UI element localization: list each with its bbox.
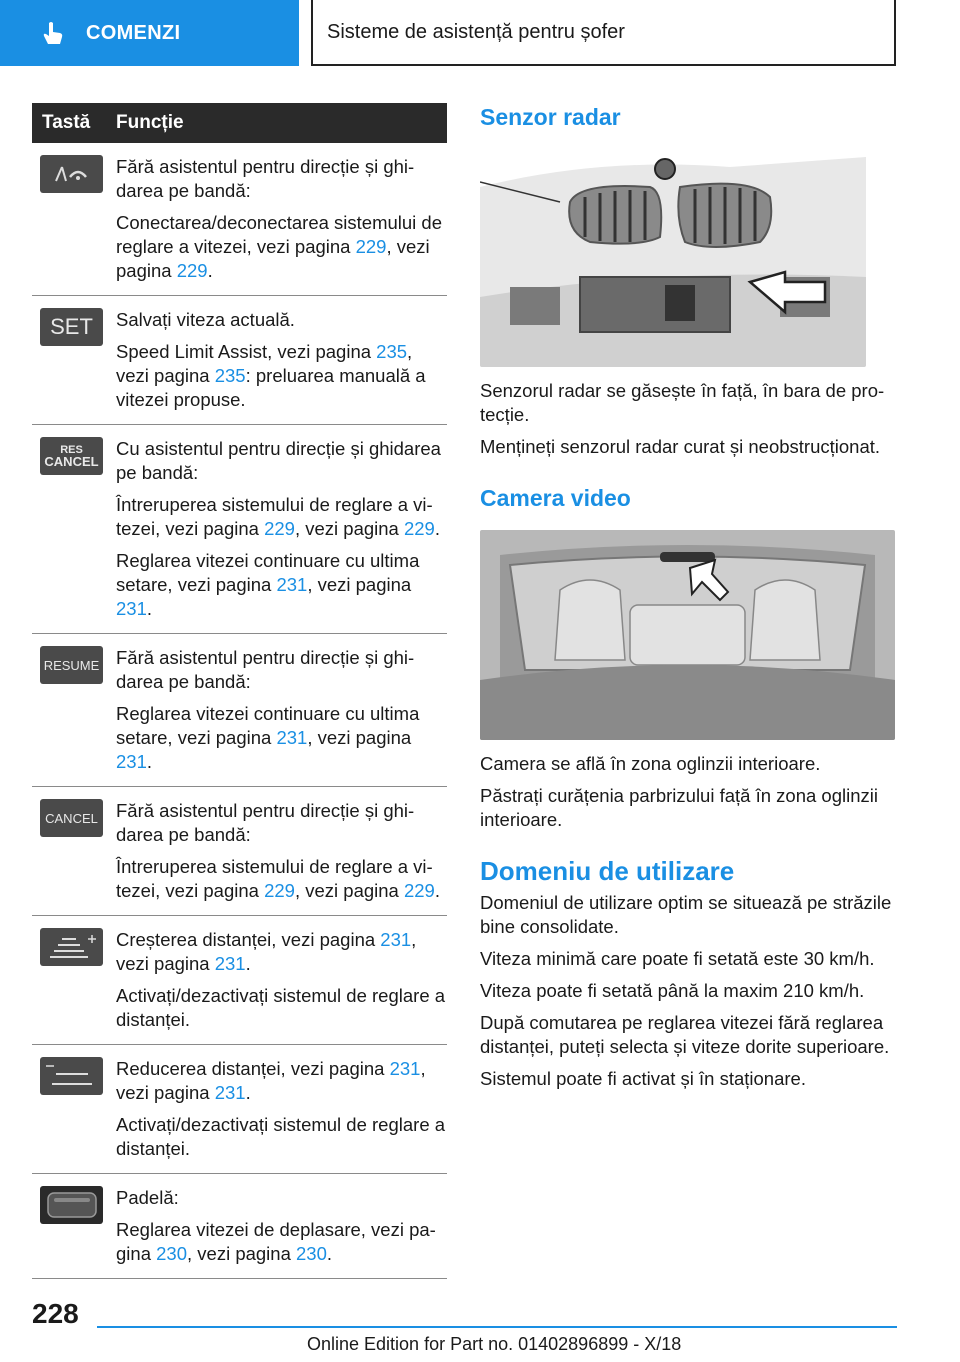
table-header xyxy=(32,103,447,143)
page-number: 228 xyxy=(32,1298,79,1329)
page-link[interactable]: 229 xyxy=(403,880,435,901)
car-front-illustration xyxy=(480,147,866,367)
right-column xyxy=(480,100,900,1099)
usage-heading: Domeniu de utilizare xyxy=(480,856,735,886)
page-link[interactable]: 231 xyxy=(389,1058,421,1079)
page-link[interactable]: 231 xyxy=(276,727,308,748)
page-link[interactable]: 231 xyxy=(214,953,246,974)
page-link[interactable]: 235 xyxy=(376,341,408,362)
page-link[interactable]: 230 xyxy=(296,1243,327,1264)
usage-text-3: Viteza poate fi setată până la maxim 210 km/h. xyxy=(480,980,865,1001)
row-text: Salvați viteza actuală. xyxy=(116,309,295,330)
camera-text-1: Camera se află în zona oglinzii interioare. xyxy=(480,753,821,774)
key-function-table xyxy=(32,103,447,1279)
table-row xyxy=(32,634,447,787)
row-text: Reglarea vitezei continuare cu ultima setare, vezi pagina 231, vezi pagina 231. xyxy=(116,550,420,619)
camera-text-2: Păstrați curățenia parbrizului față în zona oglinzii interioare. xyxy=(480,785,878,830)
camera-image xyxy=(480,530,895,740)
row-text: Reglarea vitezei continuare cu ultima setare, vezi pagina 231, vezi pagina 231. xyxy=(116,703,420,772)
row-text: Speed Limit Assist, vezi pagina 235, vezi pagina 235: preluarea manuală a vitezei propuse. xyxy=(116,341,426,410)
section-label: COMENZI xyxy=(86,21,181,44)
cancel-key: CANCEL xyxy=(40,799,103,837)
page-link[interactable]: 231 xyxy=(276,574,308,595)
set-key: SET xyxy=(40,308,103,346)
row-text: Fără asistentul pentru direcție și ghidarea pe bandă: xyxy=(116,800,415,845)
distance-decrease-icon xyxy=(44,1061,100,1091)
row-text: Reglarea vitezei de deplasare, vezi pagina 230, vezi pagina 230. xyxy=(116,1219,436,1264)
page-link[interactable]: 231 xyxy=(116,598,147,619)
chapter-title: Sisteme de asistență pentru șofer xyxy=(311,0,896,66)
table-row xyxy=(32,1045,447,1174)
hand-pointer-icon xyxy=(40,20,66,46)
table-row xyxy=(32,425,447,634)
row-text: Fără asistentul pentru direcție și ghidarea pe bandă: xyxy=(116,647,415,692)
radar-heading: Senzor radar xyxy=(480,104,621,130)
edition-footer: Online Edition for Part no. 01402896899 - X/18 xyxy=(307,1334,682,1354)
col-key-header: Tastă xyxy=(42,112,91,133)
distance-steering-icon xyxy=(50,161,94,187)
page-link[interactable]: 231 xyxy=(214,1082,246,1103)
page-link[interactable]: 229 xyxy=(355,236,387,257)
page-header xyxy=(0,0,960,66)
col-function-header: Funcție xyxy=(116,112,184,133)
distance-decrease-key xyxy=(40,1057,103,1095)
row-text: Creșterea distanței, vezi pagina 231, vezi pagina 231. xyxy=(116,929,417,974)
row-text: Fără asistentul pentru direcție și ghidarea pe bandă: xyxy=(116,156,415,201)
footer-divider xyxy=(97,1326,897,1328)
radar-text-2: Mențineți senzorul radar curat și neobstrucționat. xyxy=(480,436,881,457)
row-text: Întreruperea sistemului de reglare a vitezei, vezi pagina 229, vezi pagina 229. xyxy=(116,856,440,901)
res-cancel-key xyxy=(40,437,103,475)
table-row xyxy=(32,296,447,425)
paddle-key xyxy=(40,1186,103,1224)
radar-sensor-image xyxy=(480,147,866,367)
usage-text-4: După comutarea pe reglarea vitezei fără reglarea distanței, puteți selecta și viteze dorite superioare. xyxy=(480,1012,890,1057)
usage-text-2: Viteza minimă care poate fi setată este 30 km/h. xyxy=(480,948,875,969)
key-label-bottom: CANCEL xyxy=(44,454,99,469)
resume-key: RESUME xyxy=(40,646,103,684)
page-link[interactable]: 229 xyxy=(403,518,435,539)
distance-increase-icon xyxy=(44,932,100,962)
table-row xyxy=(32,916,447,1045)
table-row xyxy=(32,143,447,296)
car-interior-illustration xyxy=(480,530,895,740)
row-text: Întreruperea sistemului de reglare a vitezei, vezi pagina 229, vezi pagina 229. xyxy=(116,494,440,539)
page-link[interactable]: 230 xyxy=(156,1243,187,1264)
section-tab[interactable] xyxy=(0,0,299,66)
row-text: Activați/dezactivați sistemul de reglare a distanței. xyxy=(116,985,446,1030)
page-link[interactable]: 231 xyxy=(380,929,412,950)
row-text: Conectarea/deconectarea sistemului de reglare a vitezei, vezi pagina 229, vezi pagina 229. xyxy=(116,212,442,281)
distance-increase-key xyxy=(40,928,103,966)
page-link[interactable]: 229 xyxy=(264,880,295,901)
radar-text-1: Senzorul radar se găsește în față, în bara de protecție. xyxy=(480,380,885,425)
row-text: Activați/dezactivați sistemul de reglare a distanței. xyxy=(116,1114,446,1159)
row-text: Cu asistentul pentru direcție și ghidarea pe bandă: xyxy=(116,438,441,483)
page-link[interactable]: 235 xyxy=(214,365,246,386)
camera-heading: Camera video xyxy=(480,485,631,511)
usage-text-5: Sistemul poate fi activat și în staționare. xyxy=(480,1068,806,1089)
distance-steering-key xyxy=(40,155,103,193)
page-link[interactable]: 229 xyxy=(176,260,208,281)
row-text: Reducerea distanței, vezi pagina 231, vezi pagina 231. xyxy=(116,1058,426,1103)
page-link[interactable]: 229 xyxy=(264,518,295,539)
usage-text-1: Domeniul de utilizare optim se situează pe străzile bine consolidate. xyxy=(480,892,892,937)
table-row xyxy=(32,787,447,916)
row-text: Padelă: xyxy=(116,1187,179,1208)
paddle-icon xyxy=(44,1189,100,1221)
table-row xyxy=(32,1174,447,1279)
page-link[interactable]: 231 xyxy=(116,751,147,772)
key-label-top: RES xyxy=(60,444,83,456)
